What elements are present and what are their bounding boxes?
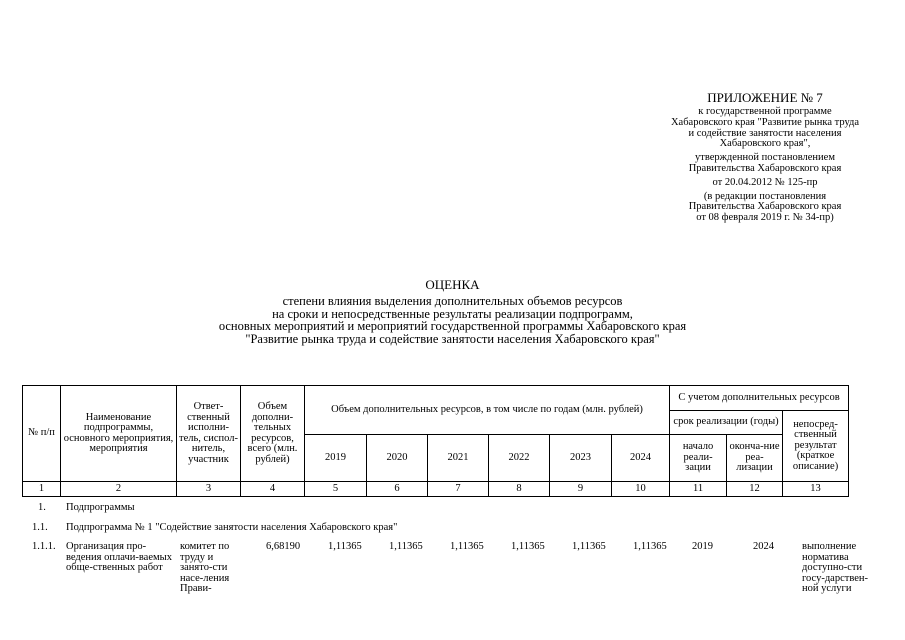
header-by-years: Объем дополнительных ресурсов, в том числе по годам (млн. рублей)	[305, 386, 670, 435]
row-year-value: 1,11365	[389, 541, 423, 552]
row-name: Подпрограммы	[66, 502, 135, 513]
col-number: 11	[670, 482, 727, 497]
annex-line: от 20.04.2012 № 125-пр	[712, 176, 818, 188]
col-number: 2	[61, 482, 177, 497]
header-with-additional: С учетом дополнительных ресурсов	[670, 386, 849, 411]
annex-line: утвержденной постановлением	[695, 152, 835, 164]
header-year: 2022	[489, 435, 550, 482]
header-year: 2021	[428, 435, 489, 482]
row-num: 1.	[38, 502, 46, 513]
row-name: Организация про-ведения оплачи-ваемых обще-ственных работ	[66, 541, 172, 573]
header-term: срок реализации (годы)	[670, 411, 783, 435]
annex-block	[620, 90, 905, 224]
col-number: 1	[23, 482, 61, 497]
row-year-value: 1,11365	[511, 541, 545, 552]
row-end: 2024	[753, 541, 774, 552]
header-direct-result: непосред-ственный результат (краткое описание)	[783, 411, 849, 482]
annex-line: к государственной программе	[698, 106, 832, 117]
col-number: 5	[305, 482, 367, 497]
col-number: 9	[550, 482, 612, 497]
annex-line: (в редакции постановления	[703, 190, 827, 202]
header-year: 2023	[550, 435, 612, 482]
header-year: 2024	[612, 435, 670, 482]
annex-line: Правительства Хабаровского края	[688, 201, 842, 213]
col-number: 3	[177, 482, 241, 497]
header-start: начало реали-зации	[670, 435, 727, 482]
header-year: 2019	[305, 435, 367, 482]
annex-title: ПРИЛОЖЕНИЕ № 7	[707, 90, 823, 105]
row-total: 6,68190	[266, 541, 301, 552]
annex-line: Правительства Хабаровского края	[688, 162, 842, 174]
subtitle-line: на сроки и непосредственные результаты реализации подпрограмм,	[272, 306, 633, 321]
row-year-value: 1,11365	[572, 541, 606, 552]
row-year-value: 1,11365	[450, 541, 484, 552]
col-number: 4	[241, 482, 305, 497]
col-number: 10	[612, 482, 670, 497]
annex-line: Хабаровского края "Развитие рынка труда	[670, 116, 860, 128]
row-num: 1.1.1.	[32, 541, 56, 552]
row-responsible: комитет по труду и занято-сти насе-ления Прави-	[180, 541, 230, 594]
row-year-value: 1,11365	[633, 541, 667, 552]
subtitle-line: "Развитие рынка труда и содействие занятости населения Хабаровского края"	[245, 331, 660, 346]
annex-line: Хабаровского края",	[719, 138, 811, 150]
row-start: 2019	[692, 541, 713, 552]
document-title: ОЦЕНКА	[425, 277, 480, 292]
col-number: 7	[428, 482, 489, 497]
col-number: 13	[783, 482, 849, 497]
header-year: 2020	[367, 435, 428, 482]
annex-line: и содействие занятости населения	[688, 127, 842, 139]
row-num: 1.1.	[32, 522, 48, 533]
annex-line: от 08 февраля 2019 г. № 34-пр)	[696, 212, 834, 224]
header-end: оконча-ние реа-лизации	[727, 435, 783, 482]
header-responsible: Ответ-ственный исполни-тель, сиспол-нитель, участник	[177, 386, 241, 482]
row-year-value: 1,11365	[328, 541, 362, 552]
col-number: 6	[367, 482, 428, 497]
row-name: Подпрограмма № 1 "Содействие занятости населения Хабаровского края"	[66, 522, 398, 533]
header-total: Объем дополни-тельных ресурсов, всего (млн. рублей)	[241, 386, 305, 482]
col-number: 12	[727, 482, 783, 497]
assessment-table-header	[22, 385, 849, 497]
col-number: 8	[489, 482, 550, 497]
row-result: выполнение норматива доступно-сти госу-дарствен-ной услуги	[802, 541, 868, 594]
document-subtitle	[0, 295, 905, 345]
header-name: Наименование подпрограммы, основного мероприятия, мероприятия	[61, 386, 177, 482]
subtitle-line: основных мероприятий и мероприятий государственной программы Хабаровского края	[218, 319, 687, 334]
header-num: № п/п	[23, 386, 61, 482]
subtitle-line: степени влияния выделения дополнительных объемов ресурсов	[282, 294, 623, 308]
